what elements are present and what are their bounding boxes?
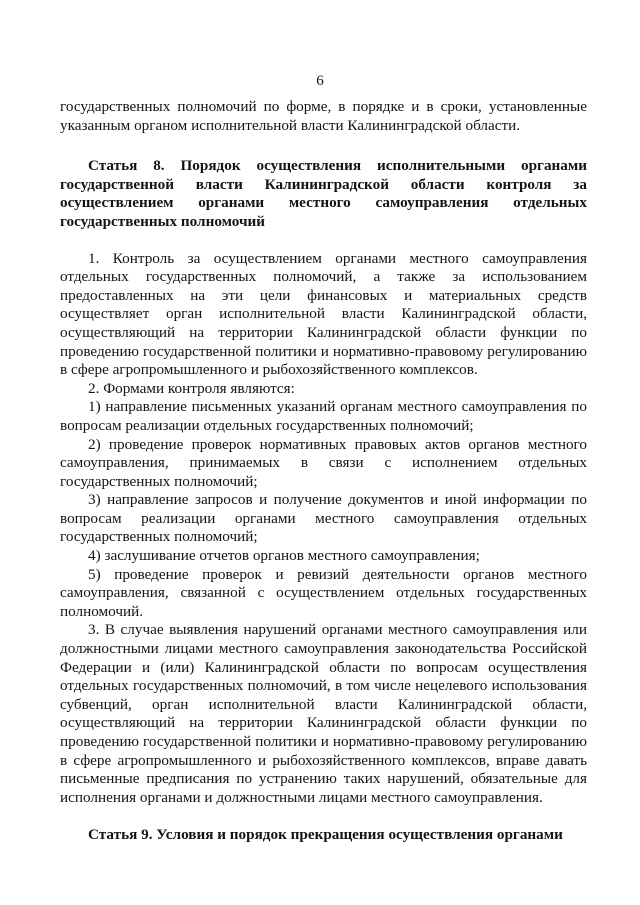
- document-body: [60, 98, 587, 845]
- list-item-written-instructions: 1) направление письменных указаний органам местного самоуправления по вопросам реализации отдельных государственных полномочий;: [60, 398, 587, 434]
- continuation-paragraph: государственных полномочий по форме, в порядке и в сроки, установленные указанным органом исполнительной власти Калининградской области.: [60, 98, 587, 134]
- paragraph-forms-of-control: 2. Формами контроля являются:: [88, 379, 295, 397]
- paragraph-violations: 3. В случае выявления нарушений органами местного самоуправления или должностными лицами местного самоуправления законодательства Российской Федерации и (или) Калининградской области по вопросам осуществления отдельных государственных полномочий, в том числе нецелевого использования субвенций, орган исполнительной власти Калининградской области, осуществляющий на территории Калининградской области функции по проведению государственной политики и нормативно-правовому регулированию в сфере агропромышленного и рыбохозяйственного комплексов, вправе давать письменные предписания по устранению таких нарушений, обязательные для исполнения органами и должностными лицами местного самоуправления.: [60, 621, 587, 806]
- article-9-heading: Статья 9. Условия и порядок прекращения осуществления органами: [88, 826, 563, 844]
- paragraph-control-authority: 1. Контроль за осуществлением органами местного самоуправления отдельных государственных полномочий, а также за использованием предоставленных на эти цели финансовых и материальных средств осуществляет орган исполнительной власти Калининградской области, осуществляющий на территории Калининградской области функции по проведению государственной политики и нормативно-правовому регулированию в сфере агропромышленного и рыбохозяйственного комплексов.: [60, 249, 587, 379]
- article-8-heading: Статья 8. Порядок осуществления исполнительными органами государственной власти Калининградской области контроля за осуществлением органами местного самоуправления отдельных государственных полномочий: [60, 157, 587, 230]
- list-item-audits: 5) проведение проверок и ревизий деятельности органов местного самоуправления, связанной с осуществлением отдельных государственных полномочий.: [60, 565, 587, 620]
- list-item-reports-hearing: 4) заслушивание отчетов органов местного самоуправления;: [88, 547, 480, 565]
- list-item-document-requests: 3) направление запросов и получение документов и иной информации по вопросам реализации органами местного самоуправления отдельных государственных полномочий;: [60, 491, 587, 546]
- page-number: 6: [316, 73, 324, 89]
- list-item-legal-acts-review: 2) проведение проверок нормативных правовых актов органов местного самоуправления, принимаемых в связи с исполнением отдельных государственных полномочий;: [60, 435, 587, 490]
